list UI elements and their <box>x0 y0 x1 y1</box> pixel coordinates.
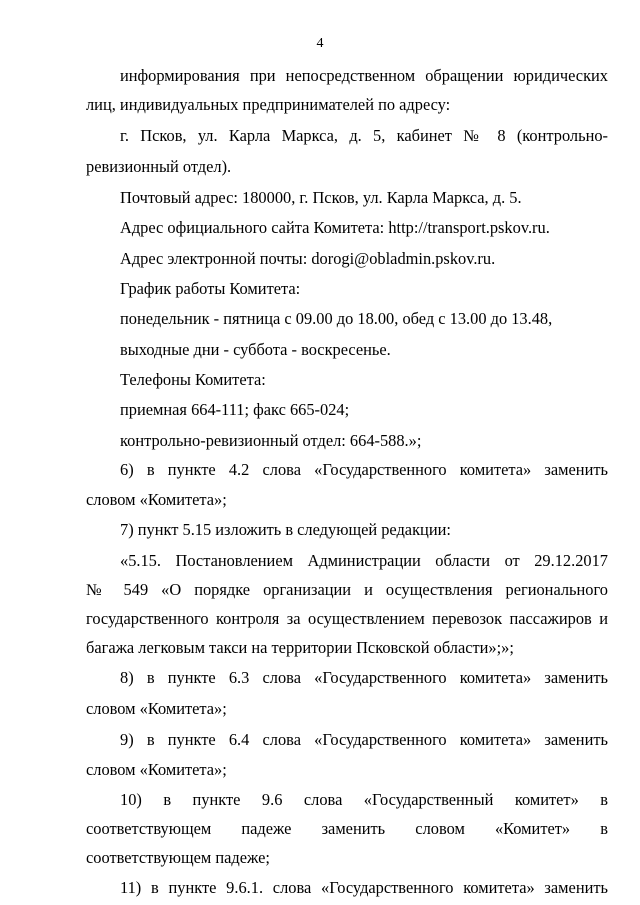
text-line: 8) в пункте 6.3 слова «Государственного комитета» заменить <box>120 668 608 687</box>
text-line: словом «Комитета»; <box>86 760 227 779</box>
text-line: выходные дни - суббота - воскресенье. <box>120 340 391 359</box>
text-line: словом «Комитета»; <box>86 699 227 718</box>
text-line: словом «Комитета»; <box>86 490 227 509</box>
text-line: понедельник - пятница с 09.00 до 18.00, обед с 13.00 до 13.48, <box>120 309 553 328</box>
text-line: Адрес официального сайта Комитета: http://transport.pskov.ru. <box>120 218 550 237</box>
text-line: 7) пункт 5.15 изложить в следующей редакции: <box>120 520 451 539</box>
text-line: № 549 «О порядке организации и осуществления регионального <box>86 580 608 599</box>
text-line: контрольно-ревизионный отдел: 664-588.»; <box>120 431 422 450</box>
text-line: 10) в пункте 9.6 слова «Государственный комитет» в <box>120 790 608 809</box>
page-number: 4 <box>316 36 324 51</box>
text-line: г. Псков, ул. Карла Маркса, д. 5, кабинет № 8 (контрольно- <box>120 126 608 145</box>
text-line: «5.15. Постановлением Администрации области от 29.12.2017 <box>120 551 608 570</box>
text-line: Адрес электронной почты: dorogi@obladmin.pskov.ru. <box>120 249 496 268</box>
text-line: 9) в пункте 6.4 слова «Государственного комитета» заменить <box>120 730 608 749</box>
text-line: Телефоны Комитета: <box>120 370 266 389</box>
text-line: 11) в пункте 9.6.1. слова «Государственного комитета» заменить <box>120 878 608 897</box>
text-line: соответствующем падеже заменить словом «Комитет» в <box>86 819 608 838</box>
text-line: лиц, индивидуальных предпринимателей по адресу: <box>86 95 451 114</box>
text-line: Почтовый адрес: 180000, г. Псков, ул. Карла Маркса, д. 5. <box>120 188 522 207</box>
text-line: 6) в пункте 4.2 слова «Государственного комитета» заменить <box>120 460 608 479</box>
text-line: багажа легковым такси на территории Псковской области»;»; <box>86 638 514 657</box>
text-line: государственного контроля за осуществлением перевозок пассажиров и <box>86 609 608 628</box>
text-line: приемная 664-111; факс 665-024; <box>120 400 350 419</box>
text-line: информирования при непосредственном обращении юридических <box>120 66 608 85</box>
text-line: соответствующем падеже; <box>86 848 270 867</box>
text-line: График работы Комитета: <box>120 279 301 298</box>
text-line: ревизионный отдел). <box>86 157 232 176</box>
